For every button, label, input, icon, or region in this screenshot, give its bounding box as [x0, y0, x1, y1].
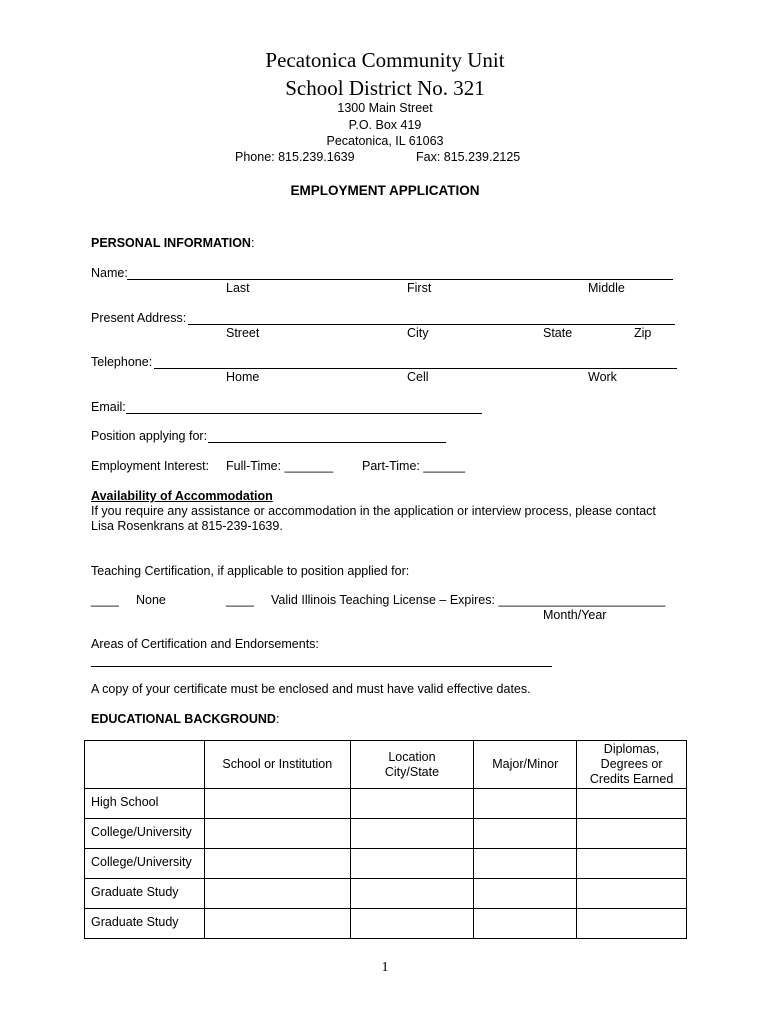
page-number: 1	[381, 960, 389, 975]
areas-of-certification-label: Areas of Certification and Endorsements:	[91, 637, 319, 651]
telephone-sub-work: Work	[588, 370, 617, 384]
email-field[interactable]	[126, 413, 482, 414]
education-heading	[91, 712, 279, 726]
table-row	[85, 909, 687, 939]
city-state-zip: Pecatonica, IL 61063	[326, 134, 444, 148]
name-sub-first: First	[407, 281, 432, 295]
certificate-copy-note: A copy of your certificate must be enclosed and must have valid effective dates.	[91, 682, 531, 696]
diploma-cell[interactable]	[577, 789, 687, 819]
areas-of-certification-field[interactable]	[91, 666, 552, 667]
part-time-field[interactable]: Part-Time: ______	[362, 459, 466, 473]
position-label: Position applying for:	[91, 429, 208, 443]
location-cell[interactable]	[350, 819, 474, 849]
fax-number: Fax: 815.239.2125	[416, 150, 521, 164]
column-diplomas	[577, 741, 687, 789]
column-location	[350, 741, 474, 789]
diploma-cell[interactable]	[577, 849, 687, 879]
table-row	[85, 879, 687, 909]
district-name-line2: School District No. 321	[285, 76, 485, 100]
column-school: School or Institution	[204, 741, 350, 789]
name-sub-last: Last	[226, 281, 250, 295]
accommodation-text-line2: Lisa Rosenkrans at 815-239-1639.	[91, 519, 283, 533]
district-name-line1: Pecatonica Community Unit	[265, 48, 505, 72]
diploma-cell[interactable]	[577, 879, 687, 909]
address-sub-state: State	[543, 326, 573, 340]
column-location-line2: City/State	[384, 764, 440, 779]
address-sub-street: Street	[226, 326, 260, 340]
school-cell[interactable]	[204, 789, 350, 819]
column-major-minor: Major/Minor	[474, 741, 577, 789]
column-diplomas-line2: Degrees or	[600, 757, 663, 771]
telephone-field[interactable]	[154, 368, 677, 369]
none-checkbox-blank[interactable]: ____	[91, 593, 119, 607]
employment-interest-label: Employment Interest:	[91, 459, 210, 473]
column-diplomas-line3: Credits Earned	[589, 772, 674, 786]
name-field[interactable]	[127, 279, 673, 280]
telephone-sub-cell: Cell	[407, 370, 429, 384]
school-cell[interactable]	[204, 819, 350, 849]
education-heading-colon: :	[275, 712, 280, 726]
table-row	[85, 849, 687, 879]
personal-info-heading-colon: :	[250, 236, 255, 250]
location-cell[interactable]	[350, 879, 474, 909]
education-header-blank	[85, 741, 205, 789]
none-option-label: None	[136, 593, 166, 607]
diploma-cell[interactable]	[577, 909, 687, 939]
major-cell[interactable]	[474, 789, 577, 819]
address-label: Present Address:	[91, 311, 187, 325]
education-heading-text: EDUCATIONAL BACKGROUND	[91, 712, 276, 726]
row-label-college-2: College/University	[85, 849, 205, 879]
education-header-row	[85, 741, 687, 789]
telephone-label: Telephone:	[91, 355, 153, 369]
row-label-high-school: High School	[85, 789, 205, 819]
address-sub-city: City	[407, 326, 429, 340]
name-sub-middle: Middle	[588, 281, 625, 295]
month-year-sub: Month/Year	[543, 608, 607, 622]
license-checkbox-blank[interactable]: ____	[226, 593, 254, 607]
position-field[interactable]	[208, 442, 446, 443]
po-box: P.O. Box 419	[348, 118, 422, 132]
address-field[interactable]	[188, 324, 675, 325]
email-label: Email:	[91, 400, 126, 414]
document-title: EMPLOYMENT APPLICATION	[290, 183, 480, 198]
school-cell[interactable]	[204, 849, 350, 879]
personal-info-heading-text: PERSONAL INFORMATION	[91, 236, 251, 250]
table-row	[85, 819, 687, 849]
accommodation-text-line1: If you require any assistance or accommodation in the application or interview process, please contact	[91, 504, 656, 518]
column-diplomas-line1: Diplomas,	[603, 742, 660, 756]
row-label-graduate-1: Graduate Study	[85, 879, 205, 909]
row-label-college-1: College/University	[85, 819, 205, 849]
accommodation-heading: Availability of Accommodation	[91, 489, 273, 503]
phone-number: Phone: 815.239.1639	[235, 150, 355, 164]
table-row	[85, 789, 687, 819]
school-cell[interactable]	[204, 879, 350, 909]
address-sub-zip: Zip	[634, 326, 652, 340]
location-cell[interactable]	[350, 849, 474, 879]
name-label: Name:	[91, 266, 128, 280]
location-cell[interactable]	[350, 909, 474, 939]
location-cell[interactable]	[350, 789, 474, 819]
major-cell[interactable]	[474, 819, 577, 849]
license-expires-label: Valid Illinois Teaching License – Expires: ________________________	[271, 593, 666, 607]
major-cell[interactable]	[474, 849, 577, 879]
diploma-cell[interactable]	[577, 819, 687, 849]
certification-prompt: Teaching Certification, if applicable to position applied for:	[91, 564, 410, 578]
major-cell[interactable]	[474, 879, 577, 909]
full-time-field[interactable]: Full-Time: _______	[226, 459, 334, 473]
personal-info-heading	[91, 236, 254, 250]
row-label-graduate-2: Graduate Study	[85, 909, 205, 939]
major-cell[interactable]	[474, 909, 577, 939]
telephone-sub-home: Home	[226, 370, 260, 384]
school-cell[interactable]	[204, 909, 350, 939]
column-location-line1: Location	[388, 749, 436, 764]
street-address: 1300 Main Street	[337, 101, 433, 115]
education-table	[84, 740, 687, 939]
